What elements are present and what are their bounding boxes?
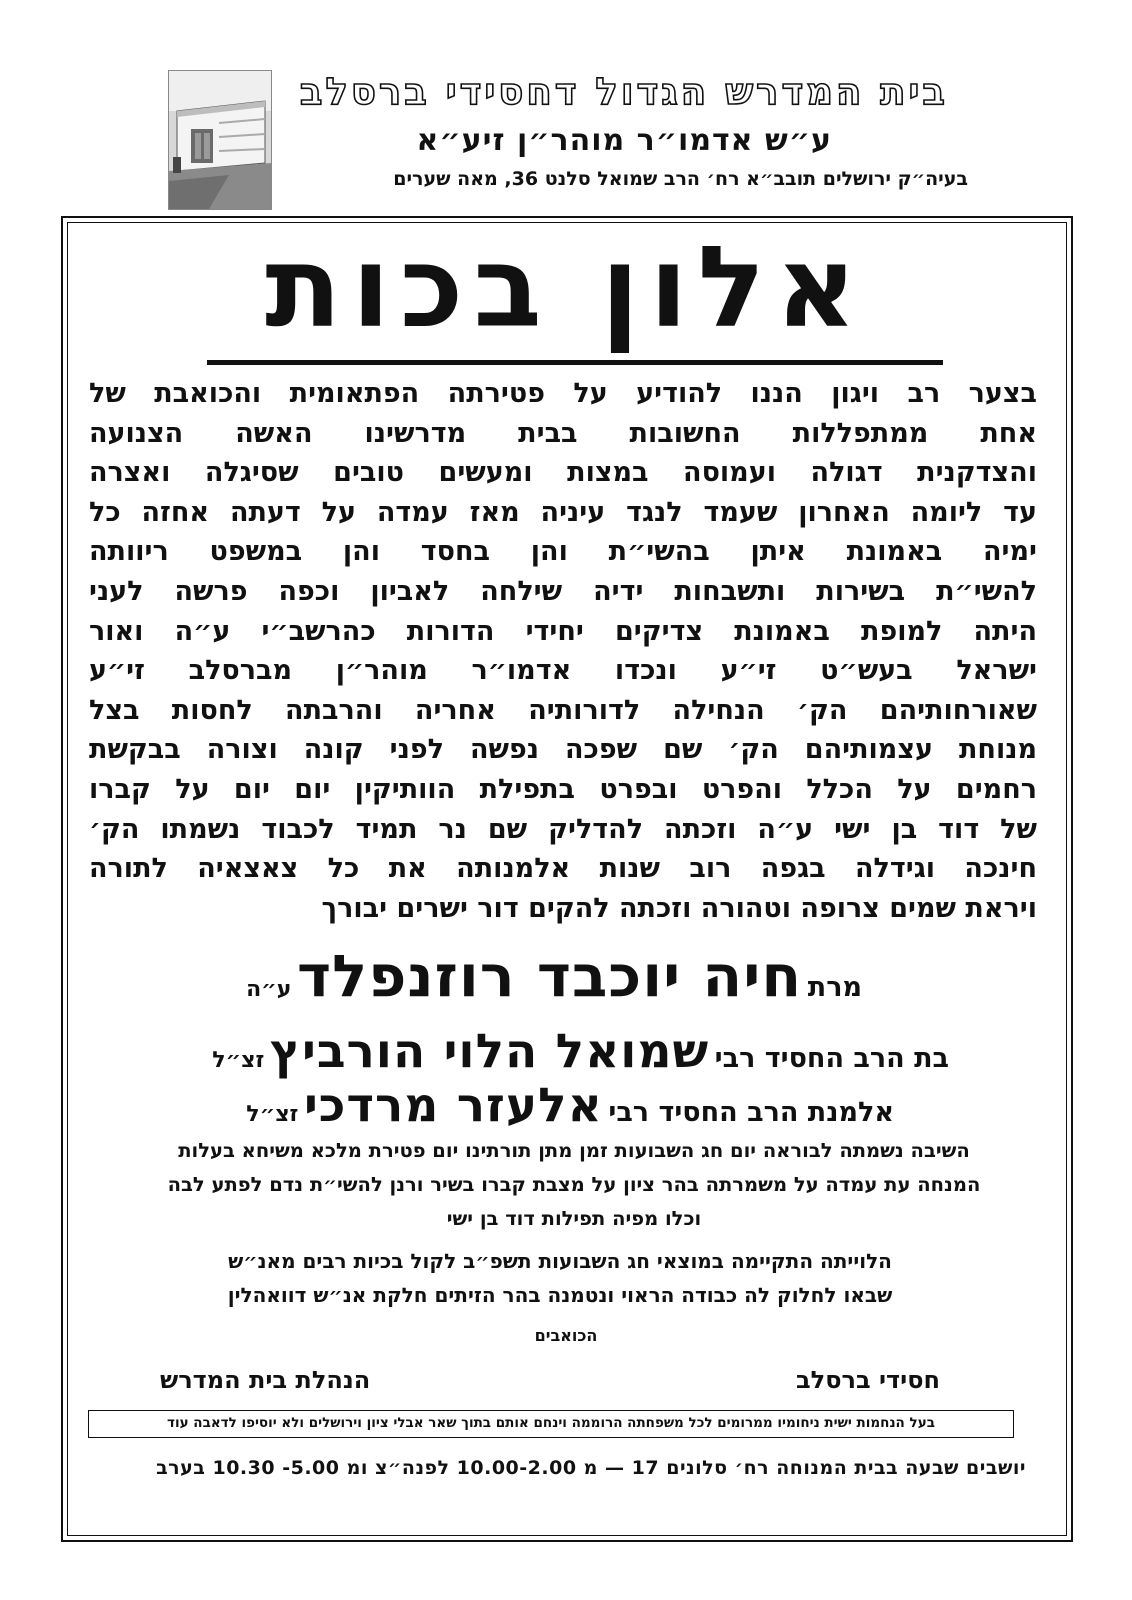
body-line: בצער רב ויגון הננו להודיע על פטירתה הפתאומית והכואבת של — [89, 378, 1037, 409]
husband-name: אלעזר מרדכי — [303, 1078, 603, 1133]
deceased-suffix: ע״ה — [246, 977, 292, 1002]
father-name: שמואל הלוי הורביץ — [269, 1024, 710, 1079]
deceased-name: חיה יוכבד רוזנפלד — [297, 942, 803, 1010]
body-line: מנוחת עצמותיהם הק׳ שם שפכה נפשה לפני קונה וצורה בבקשת — [89, 734, 1037, 766]
body-line: ישראל בעש״ט זי״ע ונכדו אדמו״ר מוהר״ן מברסלב זי״ע — [89, 655, 1037, 687]
father-suffix: זצ״ל — [212, 1048, 265, 1073]
shiva-info: יושבים שבעה בבית המנוחה רח׳ סלונים 17 — מ 10.00-2.00 לפנה״צ ומ 5.00- 10.30 בערב — [156, 1457, 1026, 1479]
mourners-label: הכואבים — [534, 1326, 598, 1345]
husband-suffix: זצ״ל — [246, 1102, 299, 1127]
body-line: שאורחותיהם הק׳ הנחילה לדורותיה אחריה והרבתה לחסות בצל — [89, 694, 1037, 726]
deceased-name-line — [246, 942, 862, 1010]
body-line: חינכה וגידלה בגפה רוב שנות אלמנותה את כל צאצאיה לתורה — [89, 853, 1037, 885]
dedication-line: ע״ש אדמו״ר מוהר״ן זיע״א — [416, 123, 832, 158]
body-line: ימיה באמונת איתן בהשי״ת והן בחסד והן במשפט ריוותה — [89, 536, 1037, 568]
body-line: עד ליומה האחרון שעמד לנגד עיניה מאז עמדה על דעתה אחזה כל — [89, 496, 1037, 528]
passing-line: השיבה נשמתה לבוראה יום חג השבועות זמן מתן תורתינו יום פטירת מלכא משיחא בעלות — [178, 1139, 970, 1162]
announcement-body — [89, 374, 1037, 928]
signature-management: הנהלת בית המדרש — [160, 1366, 371, 1394]
body-line: רחמים על הכלל והפרט ובפרט בתפילת הוותיקין יום יום על קברו — [89, 773, 1037, 805]
page-title: אלון בכות — [265, 223, 867, 353]
body-line: אחת ממתפללות החשובות בבית מדרשינו האשה הצנועה — [89, 417, 1037, 449]
passing-paragraph — [98, 1134, 1050, 1236]
condolence-notice: בעל הנחמות ישית ניחומיו ממרומים לכל משפחתה הרוממה וינחם אותם בתוך שאר אבלי ציון וירושלים ולא יוסיפו לדאבה עוד — [88, 1410, 1014, 1438]
body-line: ויראת שמים צרופה וטהורה וזכתה להקים דור ישרים יבורך — [321, 892, 1037, 924]
title-underline — [207, 360, 943, 365]
funeral-line: שבאו לחלוק לה כבודה הראוי ונטמנה בהר הזיתים חלקת אנ״ש דוואהלין — [227, 1283, 893, 1307]
passing-line: המנחה עת עמדה על משמרתה בהר ציון על מצבת קברו בשיר ורנן להשי״ת נדם לפתע לבה — [167, 1173, 981, 1196]
passing-line: וכלו מפיה תפילות דוד בן ישי — [446, 1207, 702, 1230]
husband-name-line — [246, 1078, 894, 1133]
synagogue-name: בית המדרש הגדול דחסידי ברסלב — [299, 70, 948, 113]
father-prefix: בת הרב החסיד רבי — [714, 1043, 949, 1074]
father-name-line — [212, 1024, 949, 1079]
husband-prefix: אלמנת הרב החסיד רבי — [608, 1097, 894, 1128]
building-photo — [168, 70, 272, 210]
funeral-line: הלוייתה התקיימה במוצאי חג השבועות תשפ״ב לקול בכיות רבים מאנ״ש — [228, 1249, 892, 1273]
funeral-paragraph — [160, 1244, 960, 1312]
address-line: בעיה״ק ירושלים תובב״א רח׳ הרב שמואל סלנט 36, מאה שערים — [393, 168, 968, 190]
body-line: של דוד בן ישי ע״ה וזכתה להדליק שם נר תמיד לכבוד נשמתו הק׳ — [89, 813, 1037, 845]
signature-breslov-hasidim: חסידי ברסלב — [796, 1366, 940, 1394]
body-line: והצדקנית דגולה ועמוסה במצות ומעשים טובים שסיגלה ואצרה — [89, 457, 1037, 489]
body-line: להשי״ת בשירות ותשבחות ידיה שילחה לאביון וכפה פרשה לעני — [89, 575, 1037, 607]
deceased-prefix: מרת — [807, 972, 862, 1003]
header — [0, 0, 1132, 215]
body-line: היתה למופת באמונת צדיקים יחידי הדורות כהרשב״י ע״ה ואור — [89, 615, 1037, 647]
